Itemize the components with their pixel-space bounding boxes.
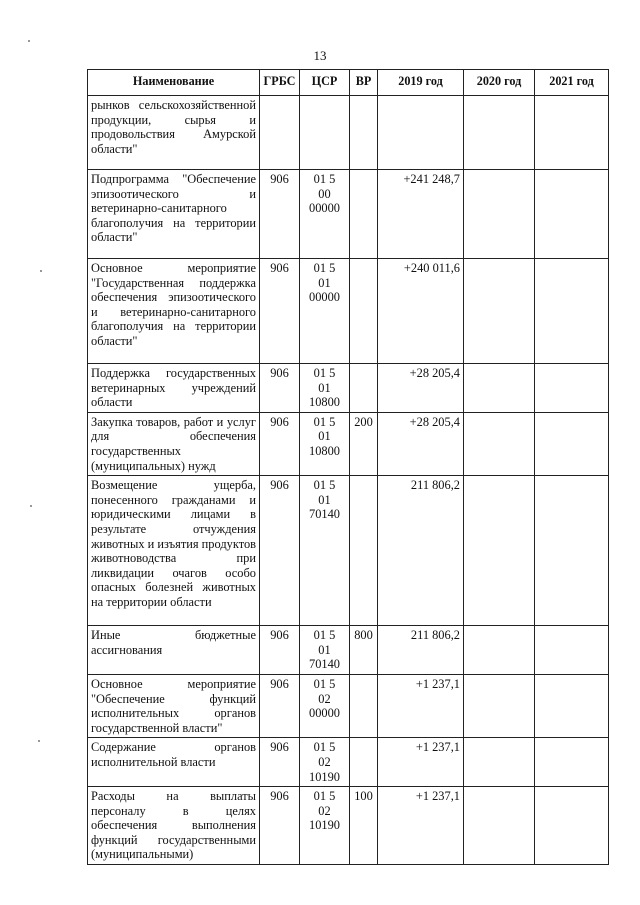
row-2019: +1 237,1 xyxy=(378,738,464,787)
row-grbs: 906 xyxy=(260,259,300,364)
row-2019: 211 806,2 xyxy=(378,626,464,675)
row-2021 xyxy=(535,170,609,259)
budget-table xyxy=(87,69,609,865)
row-2019: 211 806,2 xyxy=(378,476,464,626)
table-row xyxy=(88,170,609,259)
scan-speck xyxy=(40,270,42,272)
row-csr: 01 5 01 00000 xyxy=(300,259,350,364)
row-vr xyxy=(350,170,378,259)
row-csr: 01 5 02 00000 xyxy=(300,674,350,737)
row-vr xyxy=(350,364,378,413)
table-row xyxy=(88,626,609,675)
row-csr: 01 5 01 70140 xyxy=(300,476,350,626)
row-2020 xyxy=(464,96,535,170)
row-2021 xyxy=(535,259,609,364)
row-2020 xyxy=(464,626,535,675)
row-2020 xyxy=(464,364,535,413)
table-header-row xyxy=(88,70,609,96)
table-row xyxy=(88,364,609,413)
row-vr: 200 xyxy=(350,412,378,475)
header-2019: 2019 год xyxy=(378,70,464,96)
row-vr: 100 xyxy=(350,787,378,865)
table-row xyxy=(88,259,609,364)
row-grbs: 906 xyxy=(260,364,300,413)
header-2021: 2021 год xyxy=(535,70,609,96)
row-csr xyxy=(300,96,350,170)
row-2019: +28 205,4 xyxy=(378,412,464,475)
row-name: Содержание органов исполнительной власти xyxy=(88,738,260,787)
row-csr: 01 5 01 70140 xyxy=(300,626,350,675)
row-name: Иные бюджетные ассигнования xyxy=(88,626,260,675)
row-grbs: 906 xyxy=(260,476,300,626)
header-2020: 2020 год xyxy=(464,70,535,96)
row-2021 xyxy=(535,364,609,413)
header-csr: ЦСР xyxy=(300,70,350,96)
table-row xyxy=(88,738,609,787)
row-2020 xyxy=(464,476,535,626)
row-grbs: 906 xyxy=(260,674,300,737)
row-2019: +240 011,6 xyxy=(378,259,464,364)
row-2020 xyxy=(464,787,535,865)
row-2021 xyxy=(535,476,609,626)
row-vr xyxy=(350,259,378,364)
row-grbs: 906 xyxy=(260,170,300,259)
row-name: Поддержка государственных ветеринарных учреждений области xyxy=(88,364,260,413)
row-2020 xyxy=(464,738,535,787)
row-2021 xyxy=(535,787,609,865)
header-grbs: ГРБС xyxy=(260,70,300,96)
row-grbs: 906 xyxy=(260,738,300,787)
table-row xyxy=(88,787,609,865)
row-name: Подпрограмма "Обеспечение эпизоотического и ветеринарно-санитарного благополучия на территории области" xyxy=(88,170,260,259)
scan-speck xyxy=(38,740,40,742)
row-name: Возмещение ущерба, понесенного гражданами и юридическими лицами в результате отчуждения животных и изъятия продуктов животноводства при ликвидации очагов особо опасных болезней животных на территории области xyxy=(88,476,260,626)
scan-speck xyxy=(30,505,32,507)
row-grbs xyxy=(260,96,300,170)
row-2021 xyxy=(535,738,609,787)
row-2020 xyxy=(464,412,535,475)
table-row xyxy=(88,476,609,626)
row-vr xyxy=(350,674,378,737)
header-name: Наименование xyxy=(88,70,260,96)
row-grbs: 906 xyxy=(260,626,300,675)
row-2020 xyxy=(464,170,535,259)
row-2019: +1 237,1 xyxy=(378,674,464,737)
row-name: Закупка товаров, работ и услуг для обеспечения государственных (муниципальных) нужд xyxy=(88,412,260,475)
row-grbs: 906 xyxy=(260,412,300,475)
row-2019: +241 248,7 xyxy=(378,170,464,259)
row-csr: 01 5 02 10190 xyxy=(300,738,350,787)
row-2020 xyxy=(464,674,535,737)
row-csr: 01 5 01 10800 xyxy=(300,364,350,413)
table-row xyxy=(88,412,609,475)
scan-speck xyxy=(28,40,30,42)
row-name: Расходы на выплаты персоналу в целях обеспечения выполнения функций государственными (муниципальными) xyxy=(88,787,260,865)
row-2021 xyxy=(535,626,609,675)
row-2021 xyxy=(535,412,609,475)
row-vr: 800 xyxy=(350,626,378,675)
row-name: Основное мероприятие "Обеспечение функций исполнительных органов государственной власти" xyxy=(88,674,260,737)
row-2019: +1 237,1 xyxy=(378,787,464,865)
row-2020 xyxy=(464,259,535,364)
header-vr: ВР xyxy=(350,70,378,96)
row-2021 xyxy=(535,96,609,170)
table-row xyxy=(88,96,609,170)
table-row xyxy=(88,674,609,737)
row-csr: 01 5 01 10800 xyxy=(300,412,350,475)
row-name: рынков сельскохозяйственной продукции, сырья и продовольствия Амурской области" xyxy=(88,96,260,170)
row-vr xyxy=(350,476,378,626)
row-2019 xyxy=(378,96,464,170)
row-2021 xyxy=(535,674,609,737)
row-vr xyxy=(350,96,378,170)
page-number: 13 xyxy=(313,48,327,63)
row-2019: +28 205,4 xyxy=(378,364,464,413)
row-name: Основное мероприятие "Государственная поддержка обеспечения эпизоотического и ветеринарно-санитарного благополучия на территории области" xyxy=(88,259,260,364)
row-vr xyxy=(350,738,378,787)
row-grbs: 906 xyxy=(260,787,300,865)
row-csr: 01 5 02 10190 xyxy=(300,787,350,865)
row-csr: 01 5 00 00000 xyxy=(300,170,350,259)
